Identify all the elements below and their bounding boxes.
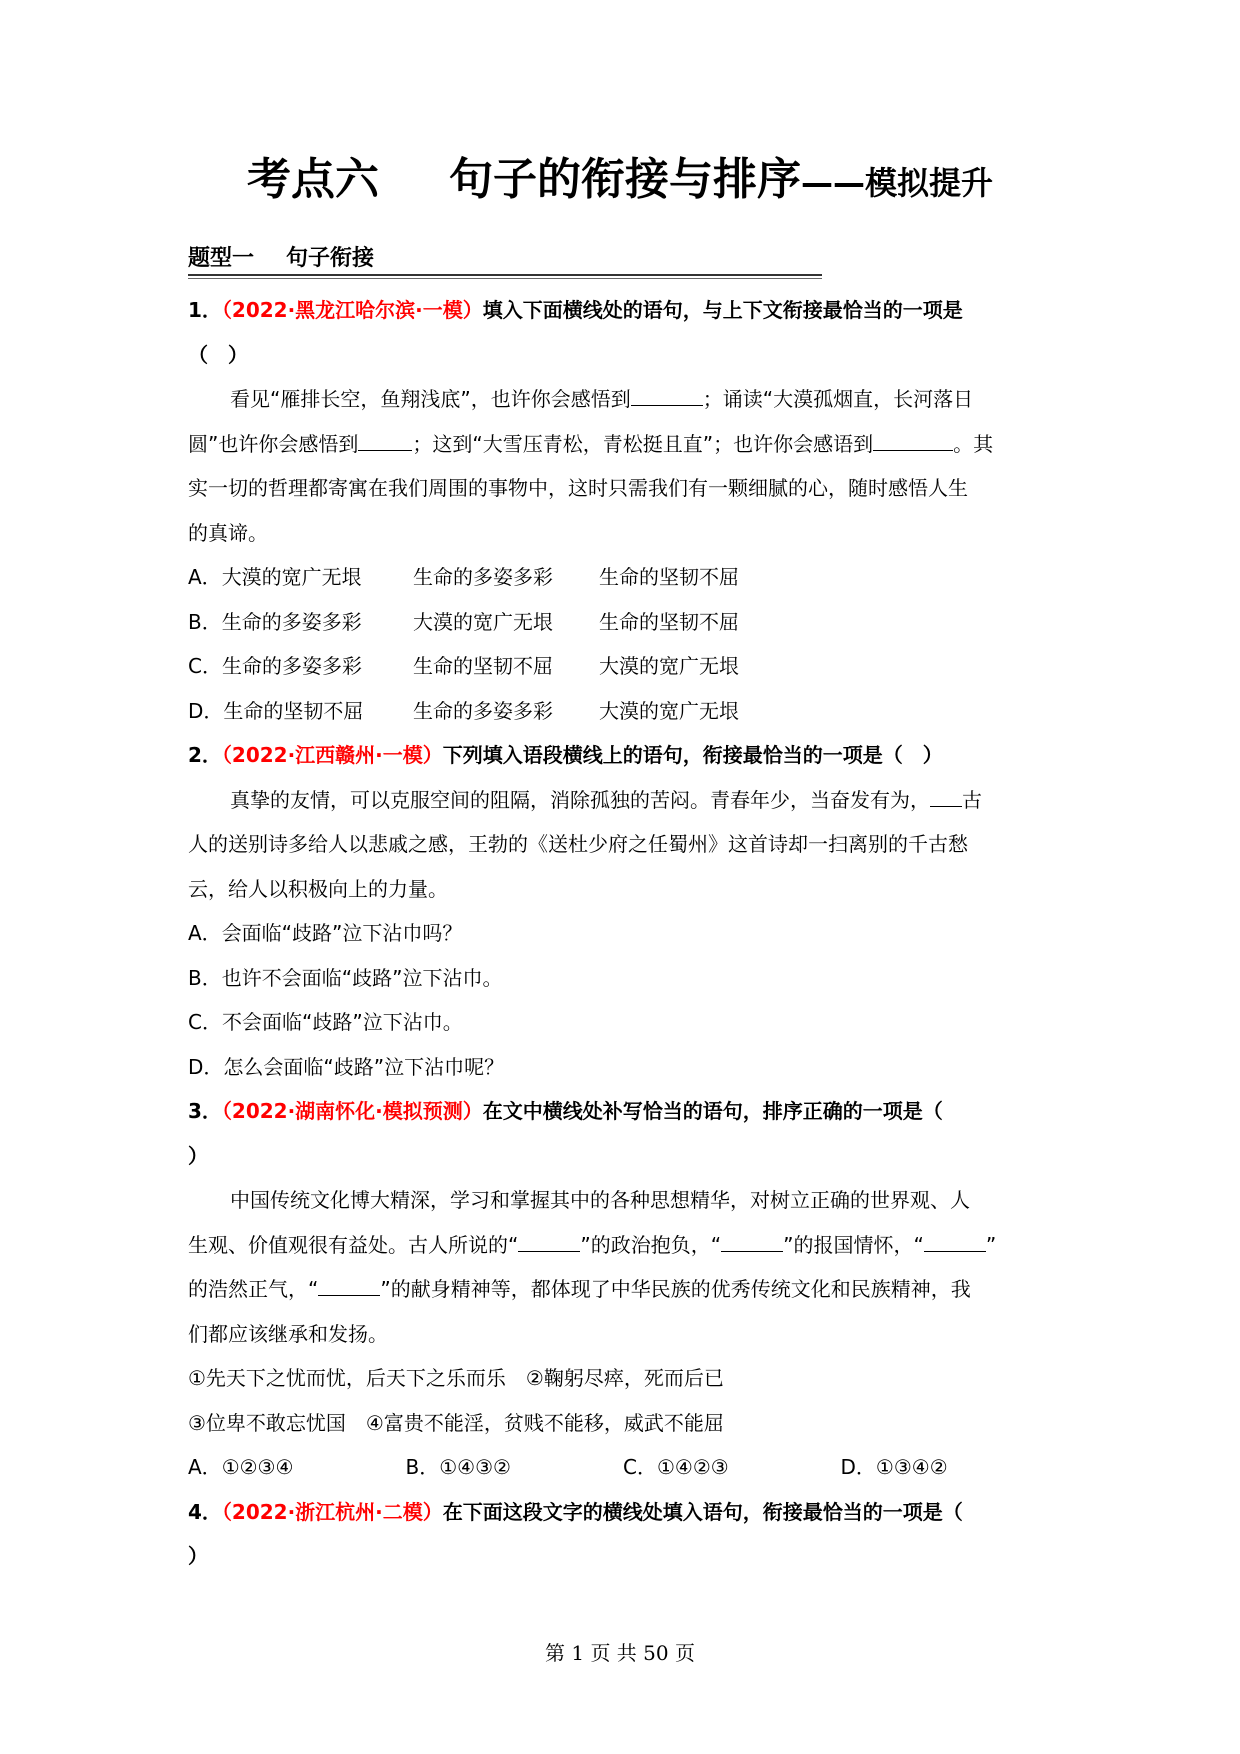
- page-title: [0, 150, 1240, 213]
- fill-blank: [930, 788, 962, 807]
- question-4: [188, 1490, 1058, 1579]
- options-row: [188, 1445, 1058, 1490]
- passage-line: 圆”也许你会感悟到 ；这到“大雪压青松，青松挺且直”；也许你会感语到 。其: [188, 431, 994, 456]
- option-d: D．①③④②: [840, 1455, 948, 1479]
- fill-blank: [358, 432, 412, 451]
- title-dash: ——: [800, 164, 865, 202]
- option-a: A．大漠的宽广无垠 生命的多姿多彩 生命的坚韧不屈: [188, 565, 739, 589]
- option-a: A．①②③④: [188, 1455, 294, 1479]
- passage-line: 们都应该继承和发扬。: [188, 1321, 388, 1346]
- question-header: [188, 1089, 1058, 1134]
- question-3: [188, 1089, 1058, 1490]
- passage-line: 的真谛。: [188, 520, 268, 545]
- section-underline-thin: [188, 278, 822, 279]
- question-source: （2022·湖南怀化·模拟预测）: [221, 1099, 483, 1123]
- question-number: 4．: [188, 1499, 222, 1524]
- fill-blank: [924, 1233, 986, 1252]
- option-d: D．生命的坚韧不屈 生命的多姿多彩 大漠的宽广无垠: [188, 698, 739, 723]
- question-header: [188, 288, 1058, 333]
- page-number: 第 1 页 共 50 页: [545, 1641, 695, 1665]
- option-c: C．不会面临“歧路”泣下沾巾。: [188, 1010, 463, 1034]
- passage-line: 实一切的哲理都寄寓在我们周围的事物中，这时只需我们有一颗细腻的心，随时感悟人生: [188, 476, 968, 500]
- passage-line: 云，给人以积极向上的力量。: [188, 876, 448, 901]
- question-1: [188, 288, 1058, 733]
- option-b: B．①④③②: [405, 1455, 511, 1479]
- option-a: A．会面临“歧路”泣下沾巾吗？: [188, 921, 463, 945]
- section-label-prefix: 题型一: [188, 246, 255, 271]
- questions-body: [188, 288, 1058, 1579]
- option-c: C．生命的多姿多彩 生命的坚韧不屈 大漠的宽广无垠: [188, 654, 739, 678]
- title-topic: 句子的衔接与排序: [448, 154, 801, 205]
- passage-line: 看见“雁排长空，鱼翔浅底”，也许你会感悟到 ；诵读“大漠孤烟直，长河落日: [230, 387, 974, 411]
- option-b: B．也许不会面临“歧路”泣下沾巾。: [188, 965, 503, 990]
- section-label-topic: 句子衔接: [286, 246, 375, 271]
- passage-line: 人的送别诗多给人以悲戚之感，王勃的《送杜少府之任蜀州》这首诗却一扫离别的千古愁: [188, 832, 968, 856]
- title-subtitle: 模拟提升: [864, 164, 993, 202]
- question-number: 3．: [188, 1099, 222, 1123]
- passage-line: 生观、价值观很有益处。古人所说的“ ”的政治抱负，“ ”的报国情怀，“ ”: [188, 1232, 997, 1257]
- answer-bracket: （ ）: [188, 342, 248, 367]
- section-underline-thick: [188, 274, 822, 276]
- question-stem: 下列填入语段横线上的语句，衔接最恰当的一项是（ ）: [442, 743, 943, 767]
- question-2: [188, 733, 1058, 1089]
- fill-blank: [721, 1233, 783, 1252]
- option-c: C．①④②③: [623, 1455, 729, 1479]
- fill-blank: [318, 1277, 380, 1296]
- question-header: [188, 733, 1058, 778]
- option-d: D．怎么会面临“歧路”泣下沾巾呢？: [188, 1054, 505, 1079]
- question-source: （2022·江西赣州·一模）: [221, 743, 443, 767]
- section-heading: [188, 244, 822, 278]
- answer-bracket: ）: [188, 1143, 208, 1168]
- question-header: [188, 1490, 1058, 1535]
- question-stem: 在下面这段文字的横线处填入语句，衔接最恰当的一项是（: [442, 1499, 963, 1524]
- title-prefix: 考点六: [246, 154, 379, 205]
- question-number: 1．: [188, 298, 222, 322]
- question-number: 2．: [188, 743, 222, 767]
- sentence-items: ③位卑不敢忘忧国 ④富贵不能淫，贫贱不能移，威武不能屈: [188, 1410, 724, 1435]
- question-stem: 填入下面横线处的语句，与上下文衔接最恰当的一项是: [482, 298, 963, 322]
- passage-line: 中国传统文化博大精深，学习和掌握其中的各种思想精华，对树立正确的世界观、人: [230, 1188, 970, 1212]
- passage-line: 真挚的友情，可以克服空间的阻隔，消除孤独的苦闷。青春年少，当奋发有为， 古: [230, 787, 982, 812]
- question-source: （2022·黑龙江哈尔滨·一模）: [221, 298, 483, 322]
- answer-bracket: ）: [188, 1544, 208, 1568]
- option-b: B．生命的多姿多彩 大漠的宽广无垠 生命的坚韧不屈: [188, 609, 739, 634]
- fill-blank: [518, 1233, 580, 1252]
- question-stem: 在文中横线处补写恰当的语句，排序正确的一项是（: [482, 1099, 943, 1123]
- question-source: （2022·浙江杭州·二模）: [221, 1499, 443, 1524]
- sentence-items: ①先天下之忧而忧，后天下之乐而乐 ②鞠躬尽瘁，死而后已: [188, 1366, 724, 1390]
- passage-line: 的浩然正气，“ ”的献身精神等，都体现了中华民族的优秀传统文化和民族精神，我: [188, 1277, 971, 1301]
- fill-blank: [873, 432, 953, 451]
- fill-blank: [631, 387, 703, 406]
